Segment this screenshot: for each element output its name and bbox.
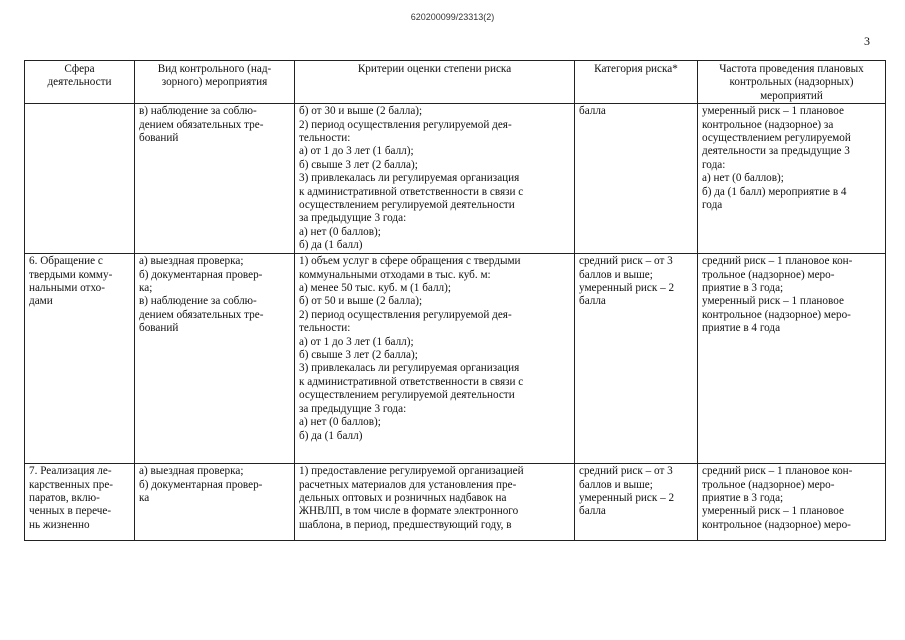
cell-sphere: 6. Обращение с твердыми комму- нальными отхо- дами xyxy=(25,254,135,464)
cell-risk-category: балла xyxy=(575,104,698,254)
cell-risk-category: средний риск – от 3 баллов и выше; умеренный риск – 2 балла xyxy=(575,254,698,464)
table-row xyxy=(25,254,886,464)
cell-frequency: средний риск – 1 плановое кон- трольное (надзорное) меро- приятие в 3 года; умеренный риск – 1 плановое контрольное (надзорное) меро- приятие в 4 года xyxy=(698,254,886,464)
cell-control-type: в) наблюдение за соблю- дением обязательных тре- бований xyxy=(135,104,295,254)
header-risk-category: Категория риска* xyxy=(575,61,698,104)
cell-frequency: средний риск – 1 плановое кон- трольное (надзорное) меро- приятие в 3 года; умеренный риск – 1 плановое контрольное (надзорное) меро- xyxy=(698,464,886,541)
cell-frequency: умеренный риск – 1 плановое контрольное (надзорное) за осуществлением регулируемой деятельности за предыдущие 3 года: а) нет (0 баллов); б) да (1 балл) мероприятие в 4 года xyxy=(698,104,886,254)
cell-sphere: 7. Реализация ле- карственных пре- паратов, вклю- ченных в перече- нь жизненно xyxy=(25,464,135,541)
cell-sphere xyxy=(25,104,135,254)
cell-control-type: а) выездная проверка; б) документарная провер- ка xyxy=(135,464,295,541)
cell-risk-category: средний риск – от 3 баллов и выше; умеренный риск – 2 балла xyxy=(575,464,698,541)
header-control-type: Вид контрольного (над- зорного) мероприятия xyxy=(135,61,295,104)
page-number: 3 xyxy=(864,34,870,48)
document-id: 620200099/23313(2) xyxy=(410,12,495,22)
table-header-row xyxy=(25,61,886,104)
cell-risk-criteria: 1) объем услуг в сфере обращения с твердыми коммунальными отходами в тыс. куб. м: а) менее 50 тыс. куб. м (1 балл); б) от 50 и выше (2 балла); 2) период осуществления регулируемой дея- тельности: а) от 1 до 3 лет (1 балл); б) свыше 3 лет (2 балла); 3) привлекалась ли регулируемая организация к административной ответственности в связи с осуществлением регулируемой деятельности за предыдущие 3 года: а) нет (0 баллов); б) да (1 балл) xyxy=(295,254,575,464)
table-row xyxy=(25,464,886,541)
header-risk-criteria: Критерии оценки степени риска xyxy=(295,61,575,104)
table-row xyxy=(25,104,886,254)
cell-risk-criteria: б) от 30 и выше (2 балла); 2) период осуществления регулируемой дея- тельности: а) от 1 до 3 лет (1 балл); б) свыше 3 лет (2 балла); 3) привлекалась ли регулируемая организация к административной ответственности в связи с осуществлением регулируемой деятельности за предыдущие 3 года: а) нет (0 баллов); б) да (1 балл) xyxy=(295,104,575,254)
header-sphere: Сфера деятельности xyxy=(25,61,135,104)
header-frequency: Частота проведения плановых контрольных (надзорных) мероприятий xyxy=(698,61,886,104)
cell-risk-criteria: 1) предоставление регулируемой организацией расчетных материалов для установления пре- дельных оптовых и розничных надбавок на ЖНВЛП, в том числе в формате электронного шаблона, в период, предшествующий году, в xyxy=(295,464,575,541)
cell-control-type: а) выездная проверка; б) документарная провер- ка; в) наблюдение за соблю- дением обязательных тре- бований xyxy=(135,254,295,464)
risk-criteria-table xyxy=(24,60,886,541)
